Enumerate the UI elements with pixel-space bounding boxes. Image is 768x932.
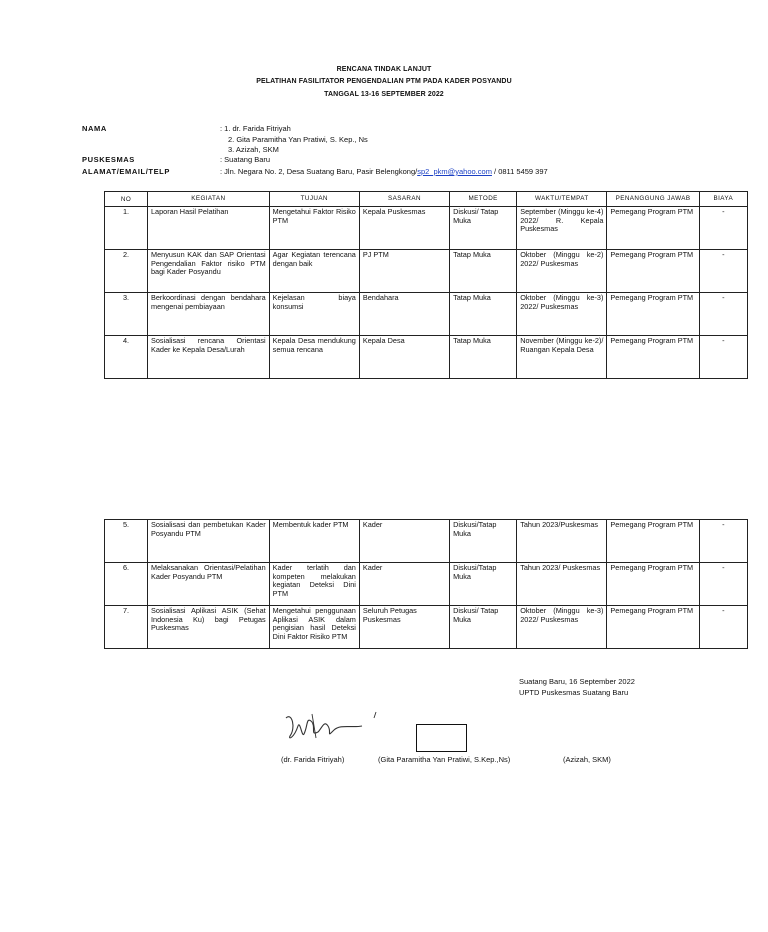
header-sasaran: SASARAN <box>359 192 449 207</box>
cell-pj: Pemegang Program PTM <box>607 207 699 250</box>
header-tujuan: TUJUAN <box>269 192 359 207</box>
cell-waktu: Oktober (Minggu ke-3) 2022/ Puskesmas <box>517 293 607 336</box>
email-link[interactable]: sp2_pkm@yahoo.com <box>417 167 492 176</box>
cell-metode: Diskusi/Tatap Muka <box>450 563 517 606</box>
cell-biaya: - <box>699 606 747 649</box>
header-metode: METODE <box>450 192 517 207</box>
cell-waktu: Oktober (Minggu ke-2) 2022/ Puskesmas <box>517 250 607 293</box>
header-biaya: BIAYA <box>699 192 747 207</box>
cell-biaya: - <box>699 336 747 379</box>
stamp-box <box>416 724 467 752</box>
cell-tujuan: Kepala Desa mendukung semua rencana <box>269 336 359 379</box>
table-row <box>105 336 748 379</box>
plan-table-2 <box>104 519 748 649</box>
cell-tujuan: Kader terlatih dan kompeten melakukan kegiatan Deteksi Dini PTM <box>269 563 359 606</box>
cell-kegiatan: Berkoordinasi dengan bendahara mengenai pembiayaan <box>148 293 270 336</box>
cell-no: 4. <box>105 336 148 379</box>
cell-waktu: Tahun 2023/ Puskesmas <box>517 563 607 606</box>
cell-metode: Tatap Muka <box>450 250 517 293</box>
cell-tujuan: Agar Kegiatan terencana dengan baik <box>269 250 359 293</box>
alamat-label: ALAMAT/EMAIL/TELP <box>82 167 170 176</box>
cell-sasaran: Kader <box>359 520 449 563</box>
cell-metode: Tatap Muka <box>450 336 517 379</box>
cell-metode: Tatap Muka <box>450 293 517 336</box>
cell-waktu: Oktober (Minggu ke-3) 2022/ Puskesmas <box>517 606 607 649</box>
cell-pj: Pemegang Program PTM <box>607 250 699 293</box>
cell-no: 5. <box>105 520 148 563</box>
cell-kegiatan: Laporan Hasil Pelatihan <box>148 207 270 250</box>
cell-tujuan: Mengetahui penggunaan Aplikasi ASIK dalam pengisian hasil Deteksi Dini Faktor Risiko PTM <box>269 606 359 649</box>
nama-3: 3. Azizah, SKM <box>228 145 279 154</box>
cell-pj: Pemegang Program PTM <box>607 336 699 379</box>
table-row <box>105 293 748 336</box>
cell-sasaran: Seluruh Petugas Puskesmas <box>359 606 449 649</box>
document-subtitle: PELATIHAN FASILITATOR PENGENDALIAN PTM PADA KADER POSYANDU <box>256 78 512 85</box>
cell-sasaran: PJ PTM <box>359 250 449 293</box>
cell-kegiatan: Sosialisasi Aplikasi ASIK (Sehat Indonesia Ku) bagi Petugas Puskesmas <box>148 606 270 649</box>
cell-no: 7. <box>105 606 148 649</box>
cell-pj: Pemegang Program PTM <box>607 606 699 649</box>
cell-biaya: - <box>699 207 747 250</box>
cell-pj: Pemegang Program PTM <box>607 293 699 336</box>
cell-kegiatan: Sosialisasi dan pembetukan Kader Posyandu PTM <box>148 520 270 563</box>
cell-no: 6. <box>105 563 148 606</box>
cell-biaya: - <box>699 250 747 293</box>
cell-tujuan: Kejelasan biaya konsumsi <box>269 293 359 336</box>
cell-pj: Pemegang Program PTM <box>607 563 699 606</box>
place-date: Suatang Baru, 16 September 2022 <box>519 677 635 686</box>
cell-sasaran: Kader <box>359 563 449 606</box>
phone-value: / 0811 5459 397 <box>491 167 548 176</box>
cell-waktu: September (Minggu ke-4) 2022/ R. Kepala Puskesmas <box>517 207 607 250</box>
puskesmas-value: : Suatang Baru <box>220 155 271 164</box>
cell-waktu: Tahun 2023/Puskesmas <box>517 520 607 563</box>
document-date: TANGGAL 13-16 SEPTEMBER 2022 <box>324 91 444 98</box>
cell-tujuan: Membentuk kader PTM <box>269 520 359 563</box>
nama-2: 2. Gita Paramitha Yan Pratiwi, S. Kep., Ns <box>228 135 368 144</box>
signatory-3: (Azizah, SKM) <box>563 755 611 764</box>
table-header-row <box>105 192 748 207</box>
table-row <box>105 563 748 606</box>
cell-no: 2. <box>105 250 148 293</box>
cell-no: 1. <box>105 207 148 250</box>
cell-pj: Pemegang Program PTM <box>607 520 699 563</box>
nama-1: : 1. dr. Farida Fitriyah <box>220 124 291 133</box>
signatory-1: (dr. Farida Fitriyah) <box>281 755 345 764</box>
cell-biaya: - <box>699 520 747 563</box>
alamat-value: : Jln. Negara No. 2, Desa Suatang Baru, Pasir Belengkong/ <box>220 167 418 176</box>
puskesmas-label: PUSKESMAS <box>82 155 135 164</box>
cell-biaya: - <box>699 293 747 336</box>
header-kegiatan: KEGIATAN <box>148 192 270 207</box>
nama-label: NAMA <box>82 124 107 133</box>
cell-metode: Diskusi/ Tatap Muka <box>450 207 517 250</box>
alamat-line <box>220 167 548 176</box>
cell-waktu: November (Minggu ke-2)/ Ruangan Kepala Desa <box>517 336 607 379</box>
cell-kegiatan: Melaksanakan Orientasi/Pelatihan Kader Posyandu PTM <box>148 563 270 606</box>
institution: UPTD Puskesmas Suatang Baru <box>519 688 629 697</box>
cell-sasaran: Bendahara <box>359 293 449 336</box>
cell-biaya: - <box>699 563 747 606</box>
table-row <box>105 606 748 649</box>
cell-metode: Diskusi/ Tatap Muka <box>450 606 517 649</box>
cell-kegiatan: Sosialisasi rencana Orientasi Kader ke Kepala Desa/Lurah <box>148 336 270 379</box>
cell-metode: Diskusi/Tatap Muka <box>450 520 517 563</box>
cell-sasaran: Kepala Desa <box>359 336 449 379</box>
cell-no: 3. <box>105 293 148 336</box>
header-no: NO <box>105 192 148 207</box>
header-pj: PENANGGUNG JAWAB <box>607 192 699 207</box>
table-row <box>105 520 748 563</box>
header-waktu: WAKTU/TEMPAT <box>517 192 607 207</box>
table-row <box>105 207 748 250</box>
document-title: RENCANA TINDAK LANJUT <box>336 66 432 73</box>
cell-kegiatan: Menyusun KAK dan SAP Orientasi Pengendalian Faktor risiko PTM bagi Kader Posyandu <box>148 250 270 293</box>
signature-image <box>282 708 382 748</box>
cell-sasaran: Kepala Puskesmas <box>359 207 449 250</box>
identity-block <box>82 124 642 179</box>
plan-table-1 <box>104 191 748 379</box>
cell-tujuan: Mengetahui Faktor Risiko PTM <box>269 207 359 250</box>
table-row <box>105 250 748 293</box>
signatory-2: (Gita Paramitha Yan Pratiwi, S.Kep.,Ns) <box>378 755 511 764</box>
